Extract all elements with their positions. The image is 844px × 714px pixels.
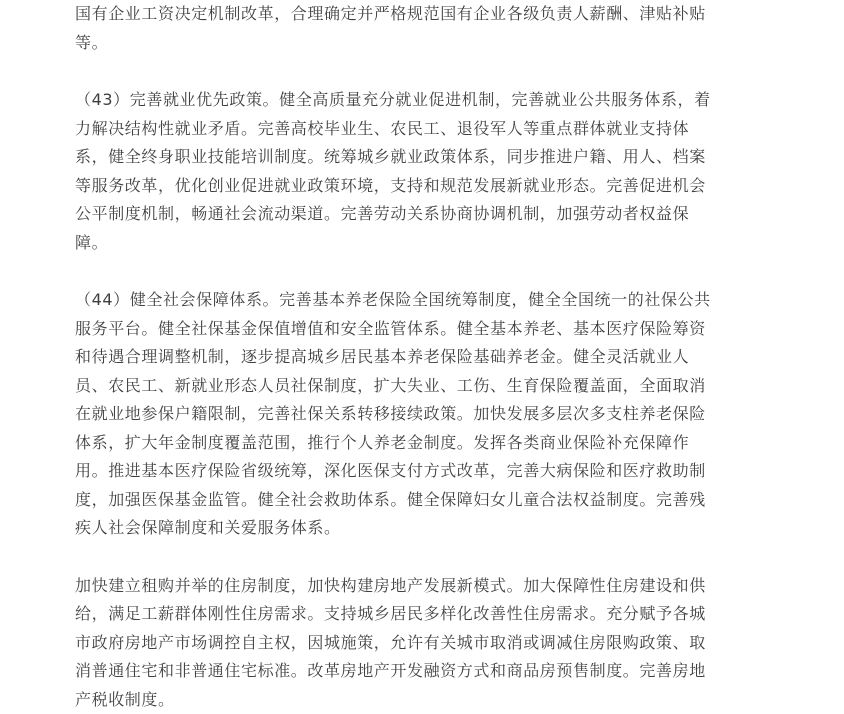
text-line: 员、农民工、新就业形态人员社保制度，扩大失业、工伤、生育保险覆盖面，全面取消: [75, 372, 765, 401]
text-line: 障。: [75, 229, 765, 258]
paragraph-wage-reform: [75, 0, 765, 57]
paragraph-44-social-security: [75, 286, 765, 543]
text-line: 产税收制度。: [75, 686, 765, 714]
text-line: 服务平台。健全社保基金保值增值和安全监管体系。健全基本养老、基本医疗保险筹资: [75, 315, 765, 344]
text-line: 体系，扩大年金制度覆盖范围，推行个人养老金制度。发挥各类商业保险补充保障作: [75, 429, 765, 458]
article-body: [75, 0, 765, 714]
text-line: （43）完善就业优先政策。健全高质量充分就业促进机制，完善就业公共服务体系，着: [75, 86, 765, 115]
text-line: 加快建立租购并举的住房制度，加快构建房地产发展新模式。加大保障性住房建设和供: [75, 572, 765, 601]
text-line: 等服务改革，优化创业促进就业政策环境，支持和规范发展新就业形态。完善促进机会: [75, 172, 765, 201]
paragraph-spacer: [75, 57, 765, 86]
text-line: 和待遇合理调整机制，逐步提高城乡居民基本养老保险基础养老金。健全灵活就业人: [75, 343, 765, 372]
text-line: 力解决结构性就业矛盾。完善高校毕业生、农民工、退役军人等重点群体就业支持体: [75, 115, 765, 144]
text-line: 公平制度机制，畅通社会流动渠道。完善劳动关系协商协调机制，加强劳动者权益保: [75, 200, 765, 229]
text-line: 度，加强医保基金监管。健全社会救助体系。健全保障妇女儿童合法权益制度。完善残: [75, 486, 765, 515]
text-line: 疾人社会保障制度和关爱服务体系。: [75, 514, 765, 543]
text-line: （44）健全社会保障体系。完善基本养老保险全国统筹制度，健全全国统一的社保公共: [75, 286, 765, 315]
paragraph-spacer: [75, 257, 765, 286]
paragraph-spacer: [75, 543, 765, 572]
text-line: 消普通住宅和非普通住宅标准。改革房地产开发融资方式和商品房预售制度。完善房地: [75, 657, 765, 686]
text-line: 在就业地参保户籍限制，完善社保关系转移接续政策。加快发展多层次多支柱养老保险: [75, 400, 765, 429]
text-line: 国有企业工资决定机制改革，合理确定并严格规范国有企业各级负责人薪酬、津贴补贴: [75, 0, 765, 29]
text-line: 等。: [75, 29, 765, 58]
paragraph-housing: [75, 572, 765, 714]
text-line: 系，健全终身职业技能培训制度。统筹城乡就业政策体系，同步推进户籍、用人、档案: [75, 143, 765, 172]
text-line: 市政府房地产市场调控自主权，因城施策，允许有关城市取消或调减住房限购政策、取: [75, 629, 765, 658]
text-line: 用。推进基本医疗保险省级统筹，深化医保支付方式改革，完善大病保险和医疗救助制: [75, 457, 765, 486]
text-line: 给，满足工薪群体刚性住房需求。支持城乡居民多样化改善性住房需求。充分赋予各城: [75, 600, 765, 629]
paragraph-43-employment: [75, 86, 765, 257]
